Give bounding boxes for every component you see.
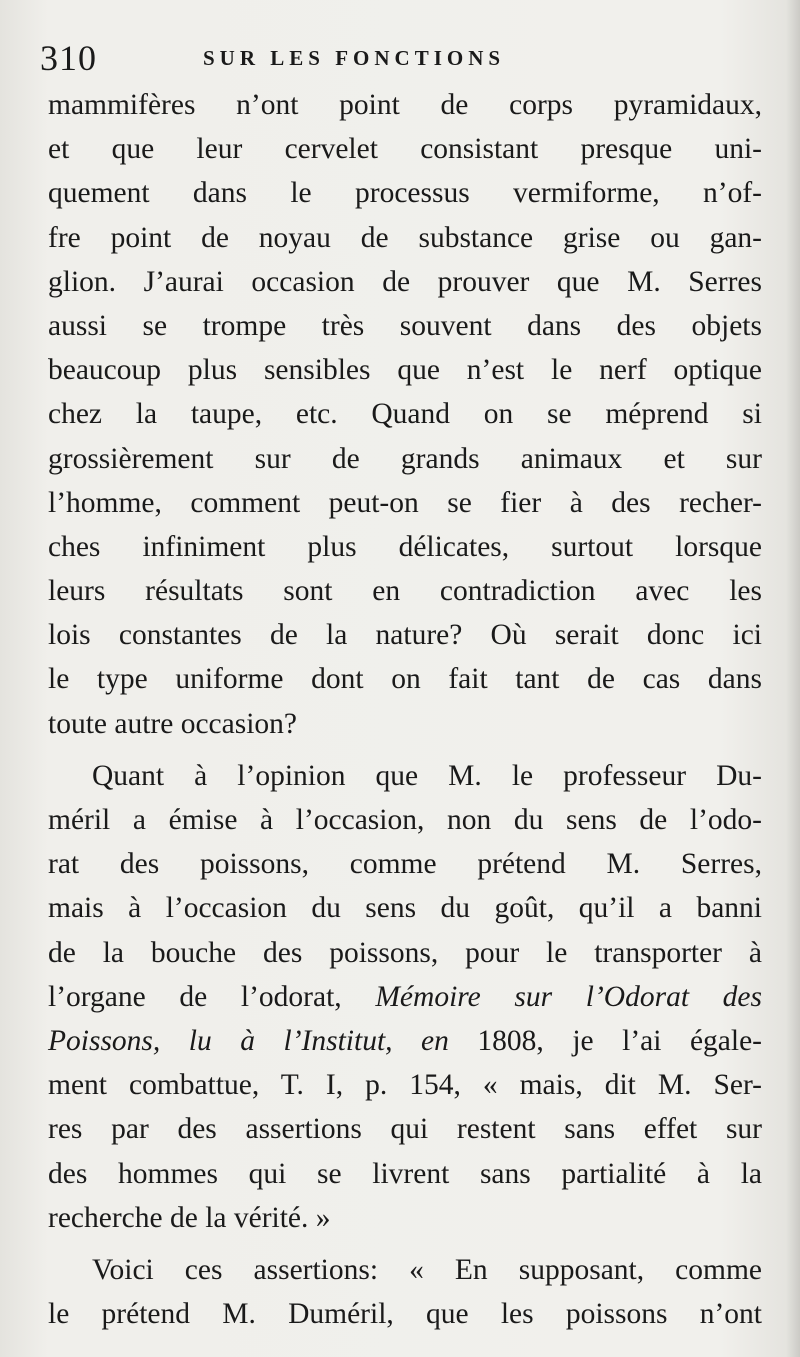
text-line: ment combattue, T. I, p. 154, « mais, dit M. Ser- — [48, 1069, 762, 1102]
text-line: toute autre occasion? — [48, 707, 297, 740]
paragraph-gap — [48, 746, 762, 754]
text-line: le prétend M. Duméril, que les poissons n’ont — [48, 1298, 762, 1331]
text-line: lois constantes de la nature? Où serait donc ici — [48, 619, 762, 652]
paragraph-2 — [48, 754, 762, 1240]
text-line: leurs résultats sont en contradiction avec les — [48, 575, 762, 608]
text-line: et que leur cervelet consistant presque uni- — [48, 133, 762, 166]
text-line: ches infiniment plus délicates, surtout lorsque — [48, 530, 762, 563]
text-line: de la bouche des poissons, pour le transporter à — [48, 936, 762, 969]
text-line: mais à l’occasion du sens du goût, qu’il a banni — [48, 892, 762, 925]
page-number: 310 — [40, 38, 97, 78]
text-line: glion. J’aurai occasion de prouver que M. Serres — [48, 265, 762, 298]
text-line: recherche de la vérité. » — [48, 1201, 331, 1234]
italic-title: Poissons, lu à l’Institut, en — [48, 1024, 449, 1057]
paragraph-1 — [48, 83, 762, 746]
text-line: mammifères n’ont point de corps pyramidaux, — [48, 89, 762, 121]
text-line: chez la taupe, etc. Quand on se méprend si — [48, 398, 762, 431]
text-line: beaucoup plus sensibles que n’est le nerf optique — [48, 354, 762, 387]
text-line: grossièrement sur de grands animaux et sur — [48, 442, 762, 475]
text-line: aussi se trompe très souvent dans des objets — [48, 309, 762, 342]
text-line: méril a émise à l’occasion, non du sens de l’odo- — [48, 804, 762, 836]
text-line: des hommes qui se livrent sans partialité à la — [48, 1157, 762, 1190]
body-text — [48, 83, 762, 1336]
italic-title: Mémoire sur l’Odorat des — [375, 980, 763, 1013]
text-line: res par des assertions qui restent sans effet sur — [48, 1113, 762, 1146]
text-line: le type uniforme dont on fait tant de cas dans — [48, 663, 762, 696]
text-segment: l’organe de l’odorat, — [48, 980, 342, 1013]
text-segment: 1808, je l’ai égale- — [477, 1024, 763, 1057]
text-line: l’homme, comment peut-on se fier à des recher- — [48, 486, 762, 519]
text-line: Voici ces assertions: « En supposant, comme — [92, 1253, 762, 1286]
paragraph-3 — [48, 1248, 762, 1336]
text-line-mixed — [48, 1019, 762, 1063]
text-line: Quant à l’opinion que M. le professeur Du- — [92, 759, 762, 792]
text-line-mixed — [48, 975, 762, 1019]
text-line: fre point de noyau de substance grise ou gan- — [48, 221, 762, 254]
running-head: SUR LES FONCTIONS — [203, 46, 506, 70]
text-line: rat des poissons, comme prétend M. Serres, — [48, 848, 762, 881]
page-edge-shadow — [786, 0, 800, 1357]
text-line: quement dans le processus vermiforme, n’of- — [48, 177, 762, 210]
paragraph-gap — [48, 1240, 762, 1248]
page-header — [40, 36, 760, 80]
